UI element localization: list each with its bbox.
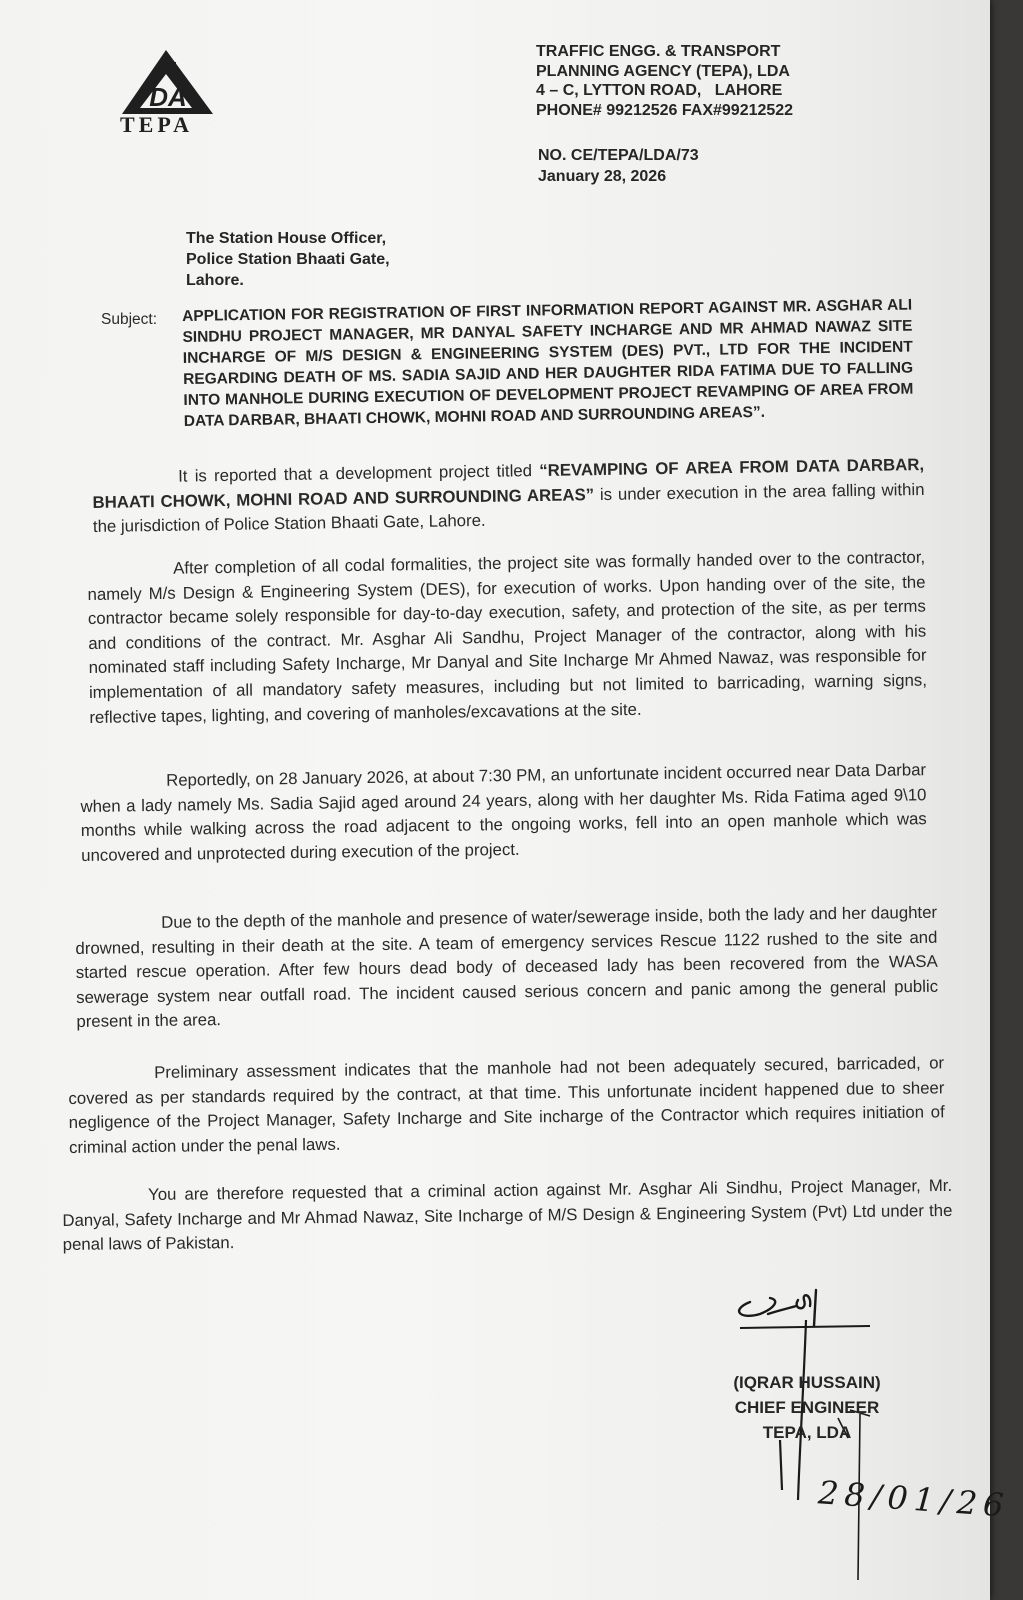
header-line: PHONE# 99212526 FAX#99212522: [536, 101, 794, 119]
paragraph-4-text: Due to the depth of the manhole and presence of water/sewerage inside, both the lady and her daughter drowned, resulting in their death at the site. A team of emergency services Rescue 1122 rushed to the site and started rescue operation. After few hours dead body of deceased lady has been recovered from the WASA sewerage system near outfall road. The incident caused serious concern and panic among the general public present in the area.: [75, 902, 939, 1032]
addressee-line: Lahore.: [186, 272, 244, 289]
header-line: 4 – C, LYTTON ROAD, LAHORE: [536, 82, 783, 99]
addressee-line: The Station House Officer,: [186, 230, 387, 247]
paragraph-3: [80, 758, 927, 868]
paragraph-1-rest: is under execution in the area falling within the jurisdiction of Police Station Bhaati Gate, Lahore.: [92, 479, 925, 537]
paragraph-2-text: After completion of all codal formalities, the project site was formally handed over to the contractor, namely M/s Design & Engineering System (DES), for execution of works. Upon handing over of the site, the contractor became solely responsible for day-to-day execution, safety, and protection of the site, as per terms and conditions of the contract. Mr. Asghar Ali Sandhu, Project Manager of the contractor, along with his nominated staff including Safety Incharge, Mr Danyal and Site Incharge Mr Ahmed Nawaz, was responsible for implementation of all mandatory safety measures, including but not limited to barricading, warning signs, reflective tapes, lighting, and covering of manholes/excavations at the site.: [87, 547, 928, 727]
paragraph-6-text: You are therefore requested that a criminal action against Mr. Asghar Ali Sindhu, Project Manager, Mr. Danyal, Safety Incharge and Mr Ahmad Nawaz, Site Incharge of M/S Design & Engineering System (Pvt) Ltd under the penal laws of Pakistan.: [62, 1175, 953, 1255]
paragraph-5-text: Preliminary assessment indicates that the manhole had not been adequately secured, barricaded, or covered as per standards required by the contract, at that time. This unfortunate incident happened due to sheer negligence of the Project Manager, Safety Incharge and Site incharge of the Contractor which requires initiation of criminal action under the penal laws.: [68, 1053, 945, 1157]
logo-emblem-text: DA: [149, 82, 187, 112]
logo-name: TEPA: [120, 112, 194, 137]
reference-date: January 28, 2026: [538, 168, 667, 185]
handwritten-date: 28/01/26: [816, 1473, 1011, 1525]
header-line: PLANNING AGENCY (TEPA), LDA: [536, 62, 790, 80]
subject-label: Subject:: [101, 311, 158, 328]
signatory-block: [712, 1370, 902, 1445]
addressee-block: [186, 228, 390, 291]
project-title: “REVAMPING OF AREA FROM DATA DARBAR, BHAATI CHOWK, MOHNI ROAD AND SURROUNDING AREAS”: [92, 454, 925, 512]
signatory-org: TEPA, LDA: [762, 1423, 852, 1442]
paragraph-6: [62, 1174, 953, 1258]
signatory-title: CHIEF ENGINEER: [734, 1398, 880, 1417]
signatory-name: (IQRAR HUSSAIN): [733, 1373, 881, 1392]
paragraph-4: [75, 901, 939, 1035]
paragraph-3-text: Reportedly, on 28 January 2026, at about 7:30 PM, an unfortunate incident occurred near Data Darbar when a lady namely Ms. Sadia Sajid aged around 24 years, along with her daughter Ms. Rida Fatima aged 9\10 months while walking across the road adjacent to the ongoing works, fell into an open manhole which was uncovered and unprotected during execution of the project.: [80, 760, 927, 865]
reference-block: [538, 145, 699, 187]
reference-number: NO. CE/TEPA/LDA/73: [538, 147, 699, 164]
header-line: TRAFFIC ENGG. & TRANSPORT: [536, 43, 781, 60]
paragraph-2: [87, 546, 927, 731]
agency-header: [536, 42, 793, 120]
paragraph-5: [68, 1051, 945, 1160]
subject-text: APPLICATION FOR REGISTRATION OF FIRST INFORMATION REPORT AGAINST MR. ASGHAR ALI SINDHU PROJECT MANAGER, MR DANYAL SAFETY INCHARGE AND MR AHMAD NAWAZ SITE INCHARGE OF M/S DESIGN & ENGINEERING SYSTEM (DES) PVT., LTD FOR THE INCIDENT REGARDING DEATH OF MS. SADIA SAJID AND HER DAUGHTER RIDA FATIMA DUE TO FALLING INTO MANHOLE DURING EXECUTION OF DEVELOPMENT PROJECT REVAMPING OF AREA FROM DATA DARBAR, BHAATI CHOWK, MOHNI ROAD AND SURROUNDING AREAS”.: [182, 296, 914, 430]
paragraph-1: [92, 453, 925, 540]
paragraph-1-intro: It is reported that a development project titled: [178, 460, 540, 486]
addressee-line: Police Station Bhaati Gate,: [186, 251, 390, 268]
